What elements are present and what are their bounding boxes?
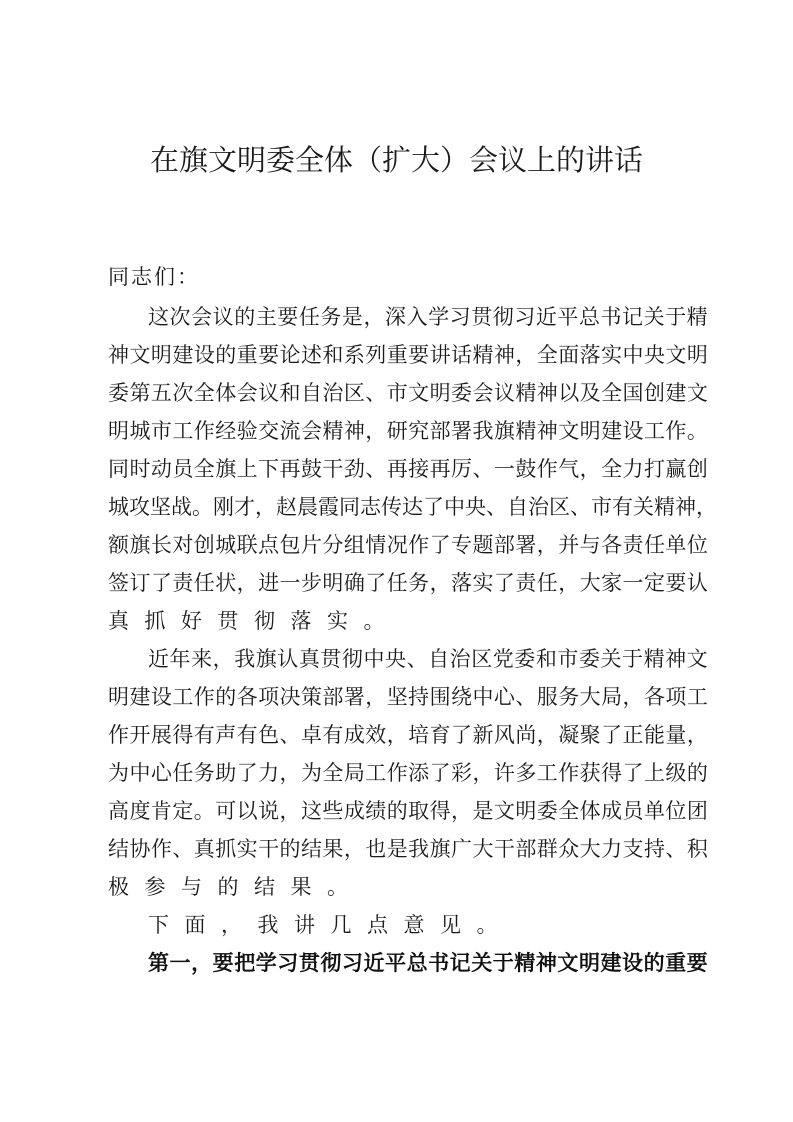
paragraph-1-line-6: 城 攻 坚 战 。 刚 才 ， 赵 晨 霞 同 志 传 达 了 中 央 、 自 治 区 、 市 有 关 精 神 ，: [108, 495, 717, 519]
paragraph-1-line-9: 真抓好贯彻落实。: [108, 609, 400, 633]
paragraph-1-line-4: 明 城 市 工 作 经 验 交 流 会 精 神 ， 研 究 部 署 我 旗 精 神 文 明 建 设 工 作 。: [108, 419, 708, 443]
paragraph-2-line-4: 为 中 心 任 务 助 了 力 ， 为 全 局 工 作 添 了 彩 ， 许 多 工 作 获 得 了 上 级 的: [108, 761, 708, 785]
paragraph-1-line-7: 额 旗 长 对 创 城 联 点 包 片 分 组 情 况 作 了 专 题 部 署 ， 并 与 各 责 任 单 位: [108, 533, 708, 557]
section-heading-1: 第 一 ， 要 把 学 习 贯 彻 习 近 平 总 书 记 关 于 精 神 文 明 建 设 的 重 要: [148, 951, 708, 975]
paragraph-1-line-8: 签 订 了 责 任 状 ， 进 一 步 明 确 了 任 务 ， 落 实 了 责 任 ， 大 家 一 定 要 认: [108, 571, 708, 595]
paragraph-1-line-2: 神 文 明 建 设 的 重 要 论 述 和 系 列 重 要 讲 话 精 神 ， 全 面 落 实 中 央 文 明: [108, 343, 708, 367]
paragraph-2-line-1: 近 年 来 ， 我 旗 认 真 贯 彻 中 央 、 自 治 区 党 委 和 市 委 关 于 精 神 文: [148, 647, 708, 671]
paragraph-2-line-5: 高 度 肯 定 。 可 以 说 ， 这 些 成 绩 的 取 得 ， 是 文 明 委 全 体 成 员 单 位 团: [108, 799, 708, 823]
document-title: 在旗文明委全体（扩大）会议上的讲话: [149, 143, 643, 177]
paragraph-2-line-2: 明 建 设 工 作 的 各 项 决 策 部 署 ， 坚 持 围 绕 中 心 、 服 务 大 局 ， 各 项 工: [108, 685, 708, 709]
paragraph-2-line-7: 极参与的结果。: [108, 875, 364, 899]
salutation: 同志们：: [108, 265, 200, 289]
paragraph-1-line-5: 同 时 动 员 全 旗 上 下 再 鼓 干 劲 、 再 接 再 厉 、 一 鼓 作 气 ， 全 力 打 赢 创: [108, 457, 708, 481]
paragraph-1-line-1: 这 次 会 议 的 主 要 任 务 是 ， 深 入 学 习 贯 彻 习 近 平 总 书 记 关 于 精: [148, 305, 708, 329]
paragraph-3-line-1: 下面，我讲几点意见。: [148, 913, 513, 937]
paragraph-2-line-6: 结 协 作 、 真 抓 实 干 的 结 果 ， 也 是 我 旗 广 大 干 部 群 众 大 力 支 持 、 积: [108, 837, 708, 861]
paragraph-1-line-3: 委 第 五 次 全 体 会 议 和 自 治 区 、 市 文 明 委 会 议 精 神 以 及 全 国 创 建 文: [108, 381, 708, 405]
paragraph-2-line-3: 作 开 展 得 有 声 有 色 、 卓 有 成 效 ， 培 育 了 新 风 尚 ， 凝 聚 了 正 能 量 ，: [108, 723, 708, 747]
